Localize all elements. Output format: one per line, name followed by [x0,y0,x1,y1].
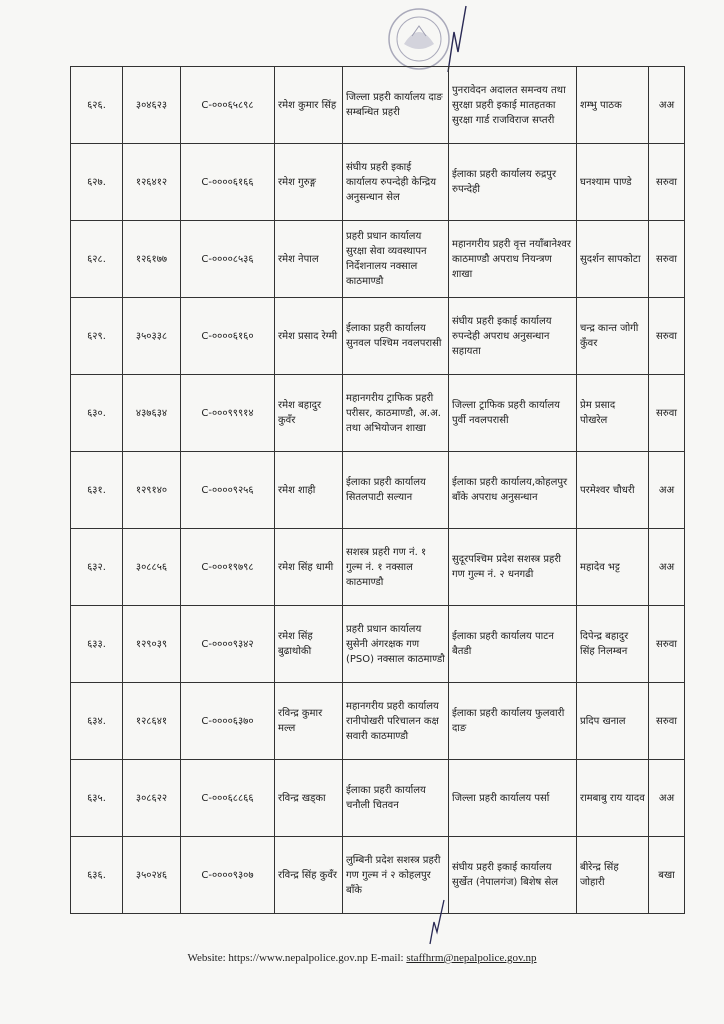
serial-number-cell: ६३२. [71,529,123,606]
officer-cell: चन्द्र कान्त जोगी कुँवर [577,298,649,375]
signature-icon [440,2,470,74]
current-office-cell: जिल्ला प्रहरी कार्यालय दाङ सम्बन्धित प्रहरी [343,67,449,144]
action-cell: अअ [649,529,685,606]
table-row [71,837,685,914]
name-cell: रमेश बहादुर कुवँर [275,375,343,452]
action-cell: बखा [649,837,685,914]
new-office-cell: सुदूरपश्चिम प्रदेश सशस्त्र प्रहरी गण गुल्म नं. २ धनगढी [449,529,577,606]
id-number-cell: ३०८८५६ [123,529,181,606]
officer-cell: घनश्याम पाण्डे [577,144,649,221]
new-office-cell: ईलाका प्रहरी कार्यालय रुद्रपुर रुपन्देही [449,144,577,221]
table-row [71,67,685,144]
officer-cell: परमेश्वर चौधरी [577,452,649,529]
name-cell: रविन्द्र कुमार मल्ल [275,683,343,760]
code-cell: C-००००६३७० [181,683,275,760]
signature-icon [424,898,448,946]
website-text: Website: https://www.nepalpolice.gov.np [187,952,368,964]
officer-cell: रामबाबु राय यादव [577,760,649,837]
new-office-cell: जिल्ला ट्राफिक प्रहरी कार्यालय पुर्वी नवलपरासी [449,375,577,452]
current-office-cell: ईलाका प्रहरी कार्यालय चनौली चितवन [343,760,449,837]
id-number-cell: १२६४१२ [123,144,181,221]
name-cell: रमेश सिंह बुढाथोकी [275,606,343,683]
new-office-cell: महानगरीय प्रहरी वृत्त नयाँबानेश्वर काठमाण्डौ अपराध नियन्त्रण शाखा [449,221,577,298]
new-office-cell: ईलाका प्रहरी कार्यालय पाटन बैतडी [449,606,577,683]
serial-number-cell: ६२७. [71,144,123,221]
code-cell: C-००००९२५६ [181,452,275,529]
table-row [71,452,685,529]
officer-cell: बीरेन्द्र सिंह जोहारी [577,837,649,914]
email-label: E-mail: [370,952,404,964]
current-office-cell: प्रहरी प्रधान कार्यालय सुरक्षा सेवा व्यवस्थापन निर्देशनालय नक्साल काठमाण्डौ [343,221,449,298]
current-office-cell: ईलाका प्रहरी कार्यालय सुनवल पश्चिम नवलपरासी [343,298,449,375]
action-cell: अअ [649,760,685,837]
current-office-cell: सशस्त्र प्रहरी गण नं. १ गुल्म नं. १ नक्साल काठमाण्डौ [343,529,449,606]
name-cell: रविन्द्र सिंह कुवँर [275,837,343,914]
name-cell: रमेश सिंह धामी [275,529,343,606]
current-office-cell: ईलाका प्रहरी कार्यालय सितलपाटी सल्यान [343,452,449,529]
officer-cell: शम्भु पाठक [577,67,649,144]
table-row [71,683,685,760]
code-cell: C-००००६१६६ [181,144,275,221]
officer-cell: प्रदिप खनाल [577,683,649,760]
table-row [71,760,685,837]
current-office-cell: प्रहरी प्रधान कार्यालय सुसेनी अंगरक्षक गण (PSO) नक्साल काठमाण्डौ [343,606,449,683]
action-cell: सरुवा [649,298,685,375]
serial-number-cell: ६३४. [71,683,123,760]
serial-number-cell: ६२८. [71,221,123,298]
personnel-table [70,66,685,914]
serial-number-cell: ६३३. [71,606,123,683]
current-office-cell: महानगरीय प्रहरी कार्यालय रानीपोखरी परिचालन कक्ष सवारी काठमाण्डौ [343,683,449,760]
id-number-cell: ३५०३३८ [123,298,181,375]
page-footer [0,952,724,964]
name-cell: रमेश शाही [275,452,343,529]
code-cell: C-००००८५३६ [181,221,275,298]
new-office-cell: संघीय प्रहरी इकाई कार्यालय रुपन्देही अपराध अनुसन्धान सहायता [449,298,577,375]
code-cell: C-००००९३४२ [181,606,275,683]
table-row [71,375,685,452]
officer-cell: महादेव भट्ट [577,529,649,606]
officer-cell: प्रेम प्रसाद पोखरेल [577,375,649,452]
code-cell: C-०००६८८६६ [181,760,275,837]
name-cell: रमेश कुमार सिंह [275,67,343,144]
table-row [71,221,685,298]
name-cell: रमेश गुरुङ्ग [275,144,343,221]
id-number-cell: १२६१७७ [123,221,181,298]
serial-number-cell: ६३५. [71,760,123,837]
action-cell: सरुवा [649,144,685,221]
code-cell: C-००००९३०७ [181,837,275,914]
current-office-cell: लुम्बिनी प्रदेश सशस्त्र प्रहरी गण गुल्म नं २ कोहलपुर बाँके [343,837,449,914]
id-number-cell: १२९०३९ [123,606,181,683]
new-office-cell: संघीय प्रहरी इकाई कार्यालय सुर्खेत (नेपालगंज) बिशेष सेल [449,837,577,914]
table-row [71,298,685,375]
officer-cell: सुदर्शन सापकोटा [577,221,649,298]
new-office-cell: ईलाका प्रहरी कार्यालय फुलवारी दाङ [449,683,577,760]
serial-number-cell: ६३६. [71,837,123,914]
current-office-cell: महानगरीय ट्राफिक प्रहरी परीसर, काठमाण्डौ, अ.अ. तथा अभियोजन शाखा [343,375,449,452]
action-cell: सरुवा [649,606,685,683]
code-cell: C-०००१९७९८ [181,529,275,606]
serial-number-cell: ६२९. [71,298,123,375]
id-number-cell: ३०८६२२ [123,760,181,837]
action-cell: अअ [649,452,685,529]
new-office-cell: पुनरावेदन अदालत समन्वय तथा सुरक्षा प्रहरी इकाई मातहतका सुरक्षा गार्ड राजविराज सप्तरी [449,67,577,144]
id-number-cell: ३०४६२३ [123,67,181,144]
serial-number-cell: ६३१. [71,452,123,529]
id-number-cell: १२९१४० [123,452,181,529]
email-link[interactable]: staffhrm@nepalpolice.gov.np [406,952,537,964]
new-office-cell: ईलाका प्रहरी कार्यालय,कोहलपुर बाँके अपराध अनुसन्धान [449,452,577,529]
action-cell: सरुवा [649,375,685,452]
table-row [71,529,685,606]
officer-cell: दिपेन्द्र बहादुर सिंह निलम्बन [577,606,649,683]
serial-number-cell: ६३०. [71,375,123,452]
table-row [71,606,685,683]
code-cell: C-०००९९९१४ [181,375,275,452]
id-number-cell: ४३७६३४ [123,375,181,452]
table-row [71,144,685,221]
new-office-cell: जिल्ला प्रहरी कार्यालय पर्सा [449,760,577,837]
name-cell: रमेश नेपाल [275,221,343,298]
id-number-cell: ३५०२४६ [123,837,181,914]
id-number-cell: १२८६४१ [123,683,181,760]
action-cell: अअ [649,67,685,144]
code-cell: C-००००६१६० [181,298,275,375]
current-office-cell: संघीय प्रहरी इकाई कार्यालय रुपन्देही केन्द्रिय अनुसन्धान सेल [343,144,449,221]
name-cell: रविन्द्र खड्का [275,760,343,837]
action-cell: सरुवा [649,683,685,760]
code-cell: C-०००६५८९८ [181,67,275,144]
serial-number-cell: ६२६. [71,67,123,144]
action-cell: सरुवा [649,221,685,298]
name-cell: रमेश प्रसाद रेग्मी [275,298,343,375]
